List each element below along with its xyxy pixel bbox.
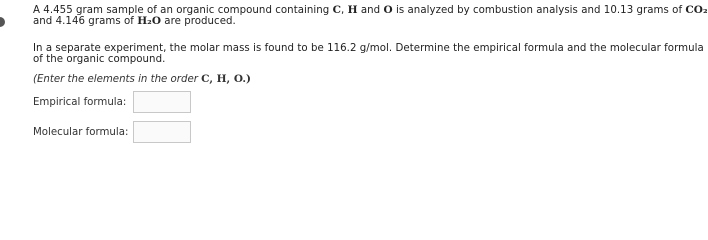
molecular-formula-label: Molecular formula: xyxy=(33,126,129,138)
instruction xyxy=(33,73,251,85)
problem-text: and xyxy=(357,5,384,16)
element-c: C xyxy=(332,4,342,16)
problem-statement xyxy=(33,5,708,27)
element-h: H xyxy=(347,4,358,16)
problem-text: is analyzed by combustion analysis and 10.13 grams of xyxy=(392,5,686,16)
instruction-text: (Enter the elements in the order xyxy=(33,74,202,85)
element-o: O xyxy=(383,4,393,16)
problem-text: , xyxy=(341,5,348,16)
molecular-formula-row xyxy=(33,120,191,144)
formula-co2: CO₂ xyxy=(685,4,708,16)
empirical-formula-row xyxy=(33,90,191,114)
edge-marker-icon xyxy=(0,17,5,27)
problem-text: and 4.146 grams of xyxy=(33,16,138,27)
empirical-formula-label: Empirical formula: xyxy=(33,96,127,108)
problem-text: A 4.455 gram sample of an organic compound containing xyxy=(33,5,333,16)
formula-h2o-o: O xyxy=(151,15,162,27)
problem-line-4: of the organic compound. xyxy=(33,54,166,65)
empirical-formula-input[interactable] xyxy=(133,91,191,113)
formula-h2o-h: H₂ xyxy=(137,15,152,27)
problem-line-1 xyxy=(33,5,708,16)
problem-question xyxy=(33,43,704,65)
problem-text: are produced. xyxy=(161,16,236,27)
instruction-elements: C, H, O.) xyxy=(201,73,252,85)
problem-line-2 xyxy=(33,16,708,27)
molecular-formula-input[interactable] xyxy=(133,121,191,143)
problem-line-3: In a separate experiment, the molar mass is found to be 116.2 g/mol. Determine the empirical formula and the molecular formula xyxy=(33,43,704,54)
